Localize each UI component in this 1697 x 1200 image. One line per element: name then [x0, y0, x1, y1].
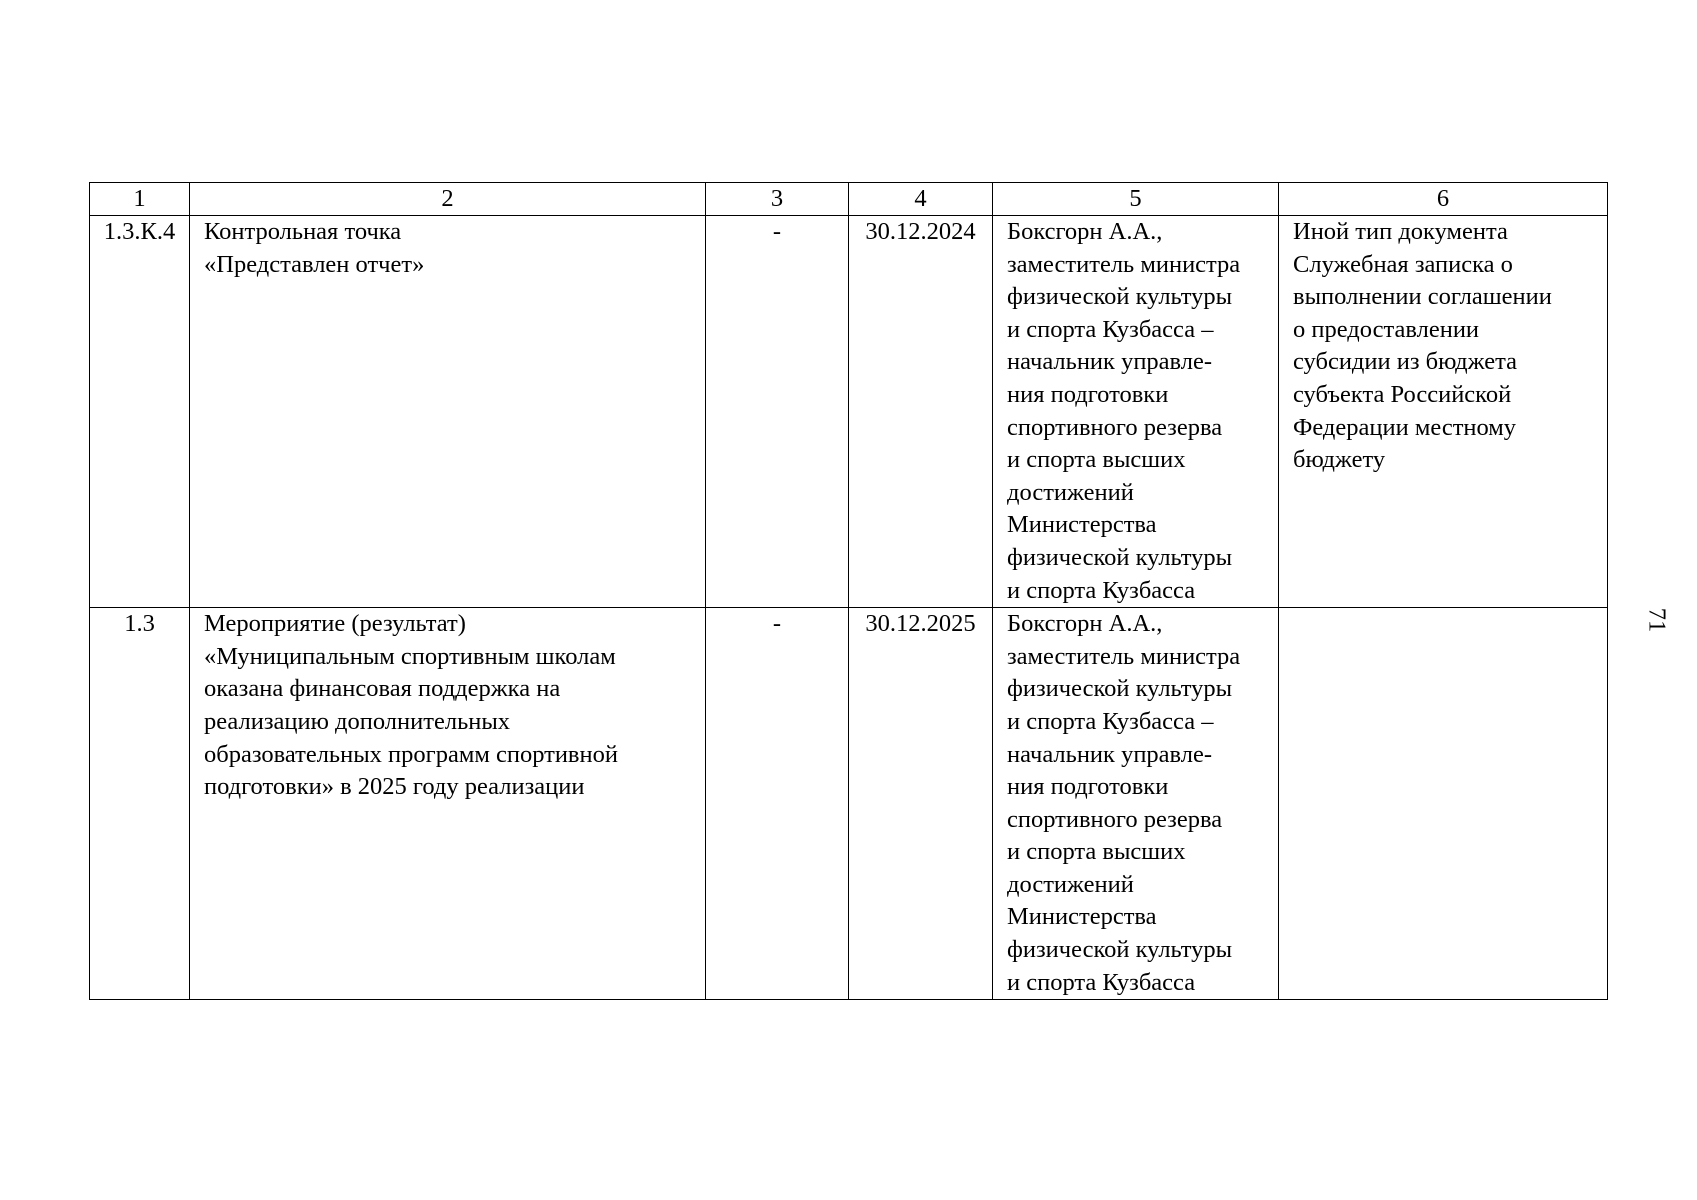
responsible-line: достижений	[1007, 870, 1134, 898]
description-line: образовательных программ спортивной	[204, 740, 618, 768]
responsible-line: Министерства	[1007, 511, 1157, 539]
responsible-line: и спорта Кузбасса	[1007, 968, 1196, 996]
table-row	[90, 608, 1608, 1000]
responsible-line: и спорта высших	[1007, 446, 1186, 474]
row-col3: -	[706, 608, 849, 1000]
responsible-line: Боксгорн А.А.,	[1007, 218, 1163, 245]
responsible-line: ния подготовки	[1007, 773, 1169, 801]
responsible-line: Боксгорн А.А.,	[1007, 610, 1163, 638]
row-description	[190, 216, 706, 608]
column-header-5: 5	[993, 183, 1279, 216]
table-row	[90, 216, 1608, 608]
description-line: оказана финансовая поддержка на	[204, 675, 561, 703]
responsible-line: достижений	[1007, 478, 1134, 506]
page-number: 71	[1643, 607, 1671, 633]
row-document	[1279, 608, 1608, 1000]
responsible-line: и спорта Кузбасса –	[1007, 315, 1214, 343]
description-line: «Муниципальным спортивным школам	[204, 642, 616, 670]
responsible-line: физической культуры	[1007, 936, 1233, 964]
column-header-2: 2	[190, 183, 706, 216]
responsible-line: спортивного резерва	[1007, 413, 1223, 441]
responsible-line: ния подготовки	[1007, 380, 1169, 408]
row-responsible	[993, 216, 1279, 608]
document-line: Федерации местному	[1293, 413, 1517, 441]
responsible-line: начальник управле-	[1007, 348, 1213, 376]
row-description	[190, 608, 706, 1000]
row-number: 1.3	[90, 608, 190, 1000]
responsible-line: и спорта высших	[1007, 838, 1186, 866]
document-line: бюджету	[1293, 446, 1386, 474]
responsible-line: начальник управле-	[1007, 740, 1213, 768]
responsible-line: Министерства	[1007, 903, 1157, 931]
document-line: выполнении соглашении	[1293, 283, 1552, 311]
document-line: Служебная записка о	[1293, 250, 1513, 278]
row-col3: -	[706, 216, 849, 608]
column-header-3: 3	[706, 183, 849, 216]
row-number: 1.3.К.4	[90, 216, 190, 608]
column-header-row	[90, 183, 1608, 216]
document-line: Иной тип документа	[1293, 218, 1508, 245]
responsible-line: спортивного резерва	[1007, 805, 1223, 833]
responsible-line: и спорта Кузбасса	[1007, 576, 1196, 604]
responsible-line: физической культуры	[1007, 543, 1233, 571]
document-line: субсидии из бюджета	[1293, 348, 1518, 376]
responsible-line: заместитель министра	[1007, 642, 1241, 670]
responsible-line: физической культуры	[1007, 283, 1233, 311]
row-document	[1279, 216, 1608, 608]
responsible-line: и спорта Кузбасса –	[1007, 707, 1214, 735]
column-header-6: 6	[1279, 183, 1608, 216]
row-date: 30.12.2024	[849, 216, 993, 608]
plan-table	[89, 182, 1608, 1000]
column-header-4: 4	[849, 183, 993, 216]
column-header-1: 1	[90, 183, 190, 216]
responsible-line: физической культуры	[1007, 675, 1233, 703]
description-line: «Представлен отчет»	[204, 250, 425, 278]
responsible-line: заместитель министра	[1007, 250, 1241, 278]
row-responsible	[993, 608, 1279, 1000]
document-line: о предоставлении	[1293, 315, 1480, 343]
row-date: 30.12.2025	[849, 608, 993, 1000]
description-line: Мероприятие (результат)	[204, 610, 466, 638]
description-line: подготовки» в 2025 году реализации	[204, 773, 585, 801]
document-line: субъекта Российской	[1293, 380, 1512, 408]
description-line: реализацию дополнительных	[204, 707, 511, 735]
description-line: Контрольная точка	[204, 218, 402, 245]
